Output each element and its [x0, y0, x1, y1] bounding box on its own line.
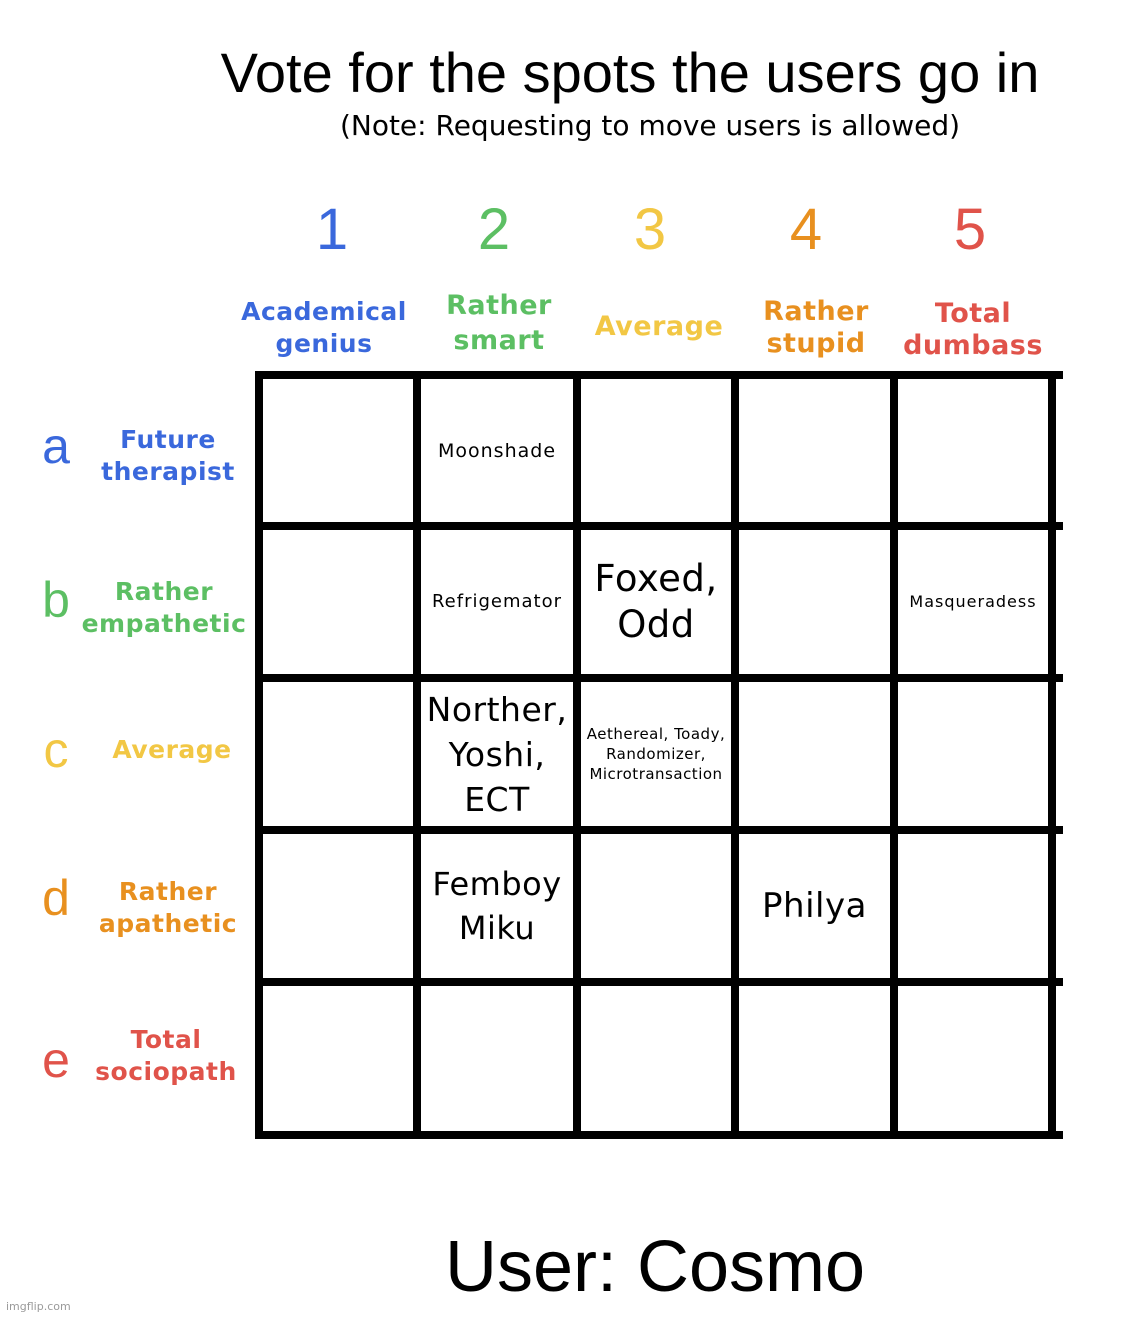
row-label-b-line2: empathetic	[81, 609, 247, 638]
row-label-e	[76, 1024, 256, 1088]
column-label-4-line1: Rather	[763, 296, 869, 327]
row-letter-c: c	[43, 722, 69, 778]
cell-c3-line3: Microtransaction	[589, 765, 723, 783]
grid-vline	[890, 371, 898, 1139]
column-label-5-line2: dumbass	[903, 330, 1043, 361]
column-label-2-line1: Rather	[446, 290, 552, 321]
column-label-1-line1: Academical	[241, 297, 407, 326]
grid-hline	[255, 826, 1063, 834]
column-label-3	[574, 311, 744, 343]
grid-hline	[255, 371, 1063, 379]
cell-c2-line3: ECT	[464, 779, 530, 819]
column-label-1-line2: genius	[275, 329, 373, 358]
row-label-e-line2: sociopath	[95, 1057, 237, 1086]
row-label-d-line1: Rather	[118, 877, 218, 906]
row-label-c	[82, 734, 262, 766]
cell-c2-line1: Norther,	[426, 689, 568, 729]
cell-d2-line2: Miku	[458, 909, 536, 947]
column-number-4: 4	[789, 197, 823, 262]
grid-hline	[255, 522, 1063, 530]
row-label-d	[78, 876, 258, 940]
row-label-a	[78, 424, 258, 488]
row-letter-b: b	[42, 572, 70, 628]
row-label-a-line2: therapist	[101, 457, 235, 486]
cell-b2	[421, 530, 573, 674]
cell-d4-text: Philya	[762, 886, 867, 926]
row-label-a-line1: Future	[120, 425, 216, 454]
cell-c2	[421, 682, 573, 826]
row-label-b-line1: Rather	[114, 577, 214, 606]
cell-b5	[898, 530, 1048, 674]
column-label-1	[239, 296, 409, 360]
cell-c3	[581, 682, 731, 826]
user-caption: User: Cosmo	[444, 1227, 866, 1307]
row-label-c-line1: Average	[112, 735, 232, 764]
cell-b2-text: Refrigemator	[431, 591, 563, 612]
column-number-3: 3	[633, 197, 667, 262]
cell-b5-text: Masqueradess	[909, 592, 1037, 611]
row-letter-d: d	[42, 870, 70, 926]
row-letter-a: a	[42, 418, 70, 474]
cell-b3	[581, 530, 731, 674]
column-label-2	[414, 288, 584, 358]
column-number-2: 2	[477, 197, 511, 262]
cell-a2	[421, 379, 573, 522]
column-label-4	[731, 296, 901, 360]
alignment-grid	[255, 371, 1063, 1139]
column-label-4-line2: stupid	[766, 328, 866, 359]
row-letter-e: e	[42, 1032, 70, 1088]
imgflip-watermark: imgflip.com	[6, 1300, 71, 1313]
column-label-5-line1: Total	[934, 298, 1012, 329]
row-label-b	[74, 576, 254, 640]
grid-vline	[413, 371, 421, 1139]
cell-d2-line1: Femboy	[432, 865, 562, 903]
grid-hline	[255, 674, 1063, 682]
cell-c3-line2: Randomizer,	[606, 745, 706, 763]
cell-d4	[739, 834, 890, 978]
column-number-5: 5	[953, 197, 987, 262]
cell-c3-line1: Aethereal, Toady,	[586, 725, 726, 743]
chart-subtitle: (Note: Requesting to move users is allowed)	[339, 109, 961, 142]
cell-b3-line2: Odd	[617, 603, 695, 646]
column-label-5	[888, 298, 1058, 362]
grid-vline	[255, 371, 263, 1139]
cell-d2	[421, 834, 573, 978]
chart-title: Vote for the spots the users go in	[220, 41, 1040, 104]
grid-vline	[731, 371, 739, 1139]
cell-a2-text: Moonshade	[437, 439, 557, 462]
grid-hline	[255, 978, 1063, 986]
grid-hline	[255, 1131, 1063, 1139]
column-label-3-line1: Average	[594, 311, 724, 342]
column-number-1: 1	[315, 197, 349, 262]
cell-b3-line1: Foxed,	[594, 557, 718, 600]
cell-c2-line2: Yoshi,	[448, 734, 546, 774]
column-label-2-line2: smart	[453, 325, 545, 356]
grid-vline	[1048, 371, 1056, 1139]
row-label-d-line2: apathetic	[98, 909, 238, 938]
row-label-e-line1: Total	[130, 1025, 202, 1054]
grid-vline	[573, 371, 581, 1139]
